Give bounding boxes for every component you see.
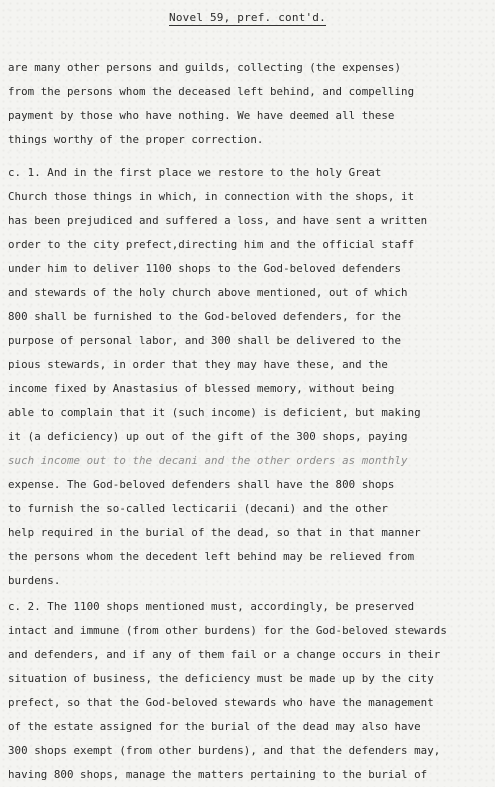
text-line: c. 2. The 1100 shops mentioned must, accordingly, be preserved bbox=[8, 600, 415, 613]
text-line: prefect, so that the God-beloved stewards who have the management bbox=[8, 696, 434, 709]
text-line: and stewards of the holy church above mentioned, out of which bbox=[8, 286, 408, 299]
text-line: payment by those who have nothing. We have deemed all these bbox=[8, 109, 395, 122]
text-line: burdens. bbox=[8, 574, 61, 587]
text-line: Church those things in which, in connection with the shops, it bbox=[8, 190, 415, 203]
text-line: expense. The God-beloved defenders shall have the 800 shops bbox=[8, 478, 395, 491]
text-line: purpose of personal labor, and 300 shall be delivered to the bbox=[8, 334, 402, 347]
text-line: has been prejudiced and suffered a loss, and have sent a written bbox=[8, 214, 428, 227]
text-line: from the persons whom the deceased left behind, and compelling bbox=[8, 85, 415, 98]
text-line: things worthy of the proper correction. bbox=[8, 133, 264, 146]
text-line: the persons whom the decedent left behind may be relieved from bbox=[8, 550, 415, 563]
text-line: 300 shops exempt (from other burdens), and that the defenders may, bbox=[8, 744, 441, 757]
text-line: such income out to the decani and the other orders as monthly bbox=[8, 454, 408, 467]
text-line: situation of business, the deficiency must be made up by the city bbox=[8, 672, 434, 685]
text-line: and defenders, and if any of them fail or a change occurs in their bbox=[8, 648, 441, 661]
text-line: income fixed by Anastasius of blessed memory, without being bbox=[8, 382, 395, 395]
text-line: under him to deliver 1100 shops to the God-beloved defenders bbox=[8, 262, 402, 275]
text-line: 800 shall be furnished to the God-beloved defenders, for the bbox=[8, 310, 402, 323]
text-line: able to complain that it (such income) is deficient, but making bbox=[8, 406, 421, 419]
text-line: order to the city prefect,directing him and the official staff bbox=[8, 238, 415, 251]
text-line: to furnish the so-called lecticarii (decani) and the other bbox=[8, 502, 388, 515]
page-header bbox=[0, 11, 495, 24]
text-line: of the estate assigned for the burial of the dead may also have bbox=[8, 720, 421, 733]
text-line: having 800 shops, manage the matters pertaining to the burial of bbox=[8, 768, 428, 781]
page-header-text: Novel 59, pref. cont'd. bbox=[169, 11, 326, 24]
text-line: help required in the burial of the dead, so that in that manner bbox=[8, 526, 421, 539]
text-line: intact and immune (from other burdens) for the God-beloved stewards bbox=[8, 624, 447, 637]
text-line: c. 1. And in the first place we restore to the holy Great bbox=[8, 166, 382, 179]
text-line: pious stewards, in order that they may have these, and the bbox=[8, 358, 388, 371]
text-line: it (a deficiency) up out of the gift of the 300 shops, paying bbox=[8, 430, 408, 443]
text-line: are many other persons and guilds, collecting (the expenses) bbox=[8, 61, 402, 74]
